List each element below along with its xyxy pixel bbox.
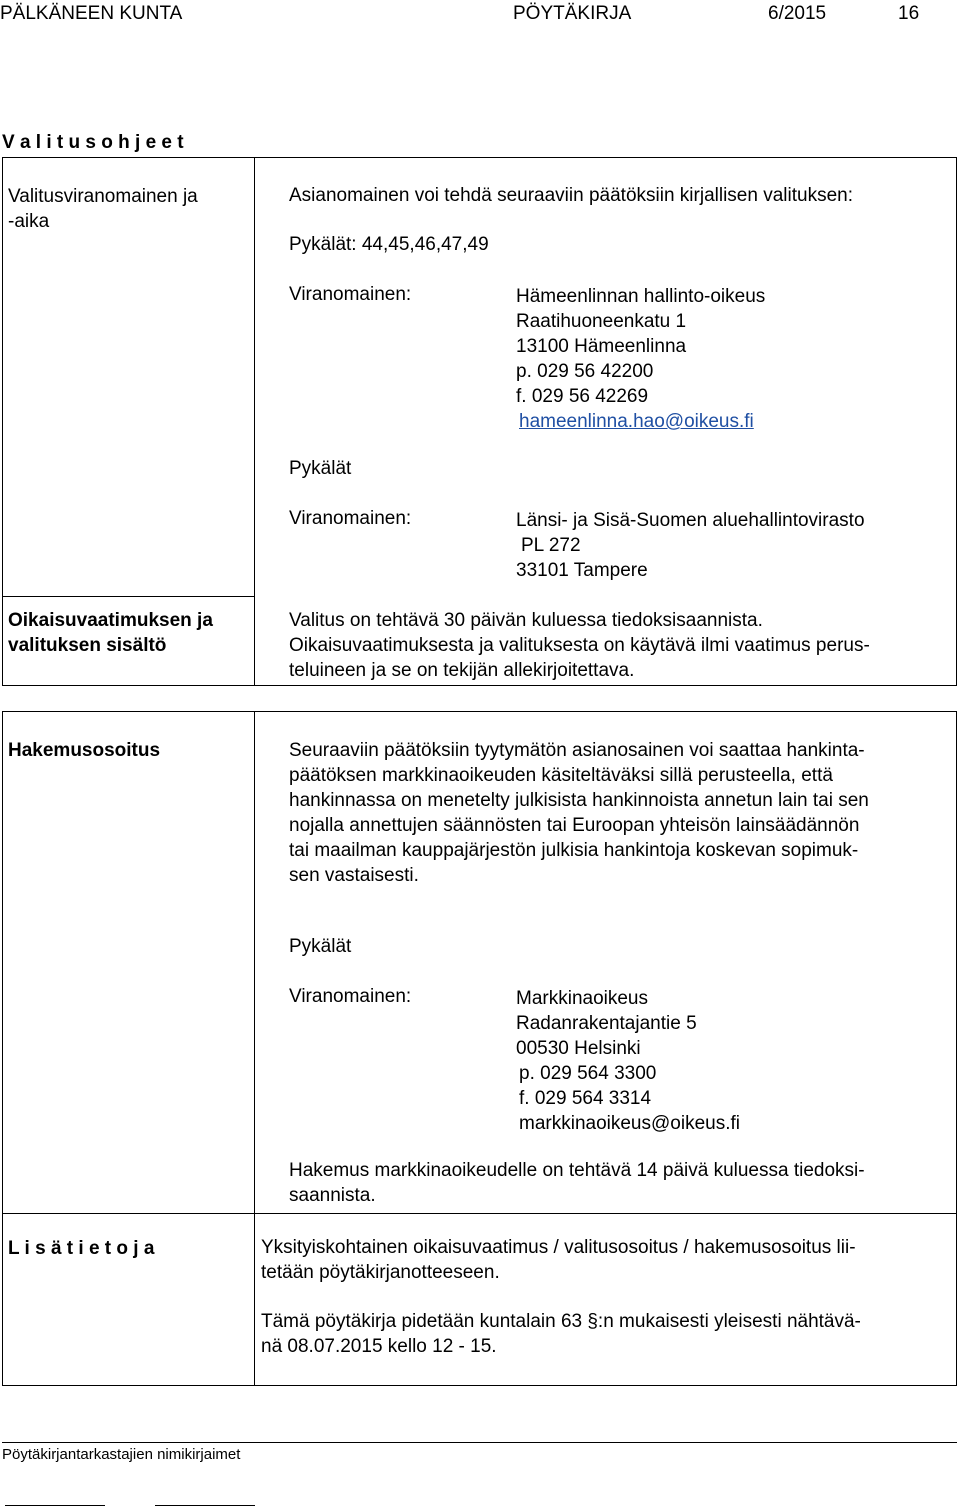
appeal-time-label: -aika [8, 211, 50, 232]
info-line-1: Yksityiskohtainen oikaisuvaatimus / valitusosoitus / hakemusosoitus lii- [261, 1237, 856, 1258]
header-municipality: PÄLKÄNEEN KUNTA [0, 3, 183, 24]
application-para-line: Seuraaviin päätöksiin tyytymätön asianosainen voi saattaa hankinta- [289, 740, 865, 761]
authority-2-name: Länsi- ja Sisä-Suomen aluehallintovirasto [516, 510, 865, 531]
initials-line [155, 1505, 255, 1506]
market-court-phone: p. 029 564 3300 [519, 1063, 657, 1084]
content-line-2: Oikaisuvaatimuksesta ja valituksesta on käytävä ilmi vaatimus perus- [289, 635, 870, 656]
application-para-line: nojalla annettujen säännösten tai Euroopan yhteisön lainsäädännön [289, 815, 860, 836]
initials-line [5, 1505, 105, 1506]
authority-1-city: 13100 Hämeenlinna [516, 336, 687, 357]
appeal-intro: Asianomainen voi tehdä seuraaviin päätöksiin kirjallisen valituksen: [289, 185, 853, 206]
application-sections-label: Pykälät [289, 936, 352, 957]
application-para-line: sen vastaisesti. [289, 865, 419, 886]
application-deadline-line-2: saannista. [289, 1185, 376, 1206]
authority-2-city: 33101 Tampere [516, 560, 648, 581]
appeal-sections-line: Pykälät: 44,45,46,47,49 [289, 234, 489, 255]
info-line-4: nä 08.07.2015 kello 12 - 15. [261, 1336, 497, 1357]
application-deadline-line-1: Hakemus markkinaoikeudelle on tehtävä 14 päivä kuluessa tiedoksi- [289, 1160, 865, 1181]
content-line-1: Valitus on tehtävä 30 päivän kuluessa tiedoksisaannista. [289, 610, 763, 631]
info-line-3: Tämä pöytäkirja pidetään kuntalain 63 §:n mukaisesti yleisesti nähtävä- [261, 1311, 861, 1332]
application-para-line: tai maailman kauppajärjestön julkisia hankintoja koskevan sopimuk- [289, 840, 859, 861]
authority-1-street: Raatihuoneenkatu 1 [516, 311, 687, 332]
footer-divider [2, 1442, 957, 1443]
header-doc-number: 6/2015 [768, 3, 827, 24]
authority-1-phone: p. 029 56 42200 [516, 361, 654, 382]
authority-1-address [516, 284, 936, 434]
info-line-2: tetään pöytäkirjanotteeseen. [261, 1262, 500, 1283]
application-para-line: päätöksen markkinaoikeuden käsiteltäväksi sillä perusteella, että [289, 765, 833, 786]
content-line-3: teluineen ja se on tekijän allekirjoitettava. [289, 660, 635, 681]
authority-2-address [516, 508, 936, 588]
appeal-authority-label: Valitusviranomainen ja [8, 186, 198, 207]
market-court-address [516, 986, 936, 1136]
authority-2-box: PL 272 [521, 535, 581, 556]
application-authority-label: Viranomainen: [289, 986, 412, 1007]
market-court-email: markkinaoikeus@oikeus.fi [519, 1113, 740, 1134]
section-title: V a l i t u s o h j e e t [2, 132, 184, 153]
market-court-street: Radanrakentajantie 5 [516, 1013, 697, 1034]
header-page-number: 16 [898, 3, 920, 24]
application-paragraph [289, 738, 949, 888]
application-para-line: hankinnassa on menetelty julkisista hankinnoista annetun lain tai sen [289, 790, 869, 811]
header-doc-type: PÖYTÄKIRJA [513, 3, 632, 24]
market-court-name: Markkinaoikeus [516, 988, 648, 1009]
content-label-2: valituksen sisältö [8, 635, 167, 656]
market-court-fax: f. 029 564 3314 [519, 1088, 652, 1109]
content-label-1: Oikaisuvaatimuksen ja [8, 610, 213, 631]
sections-label-2: Pykälät [289, 458, 352, 479]
market-court-city: 00530 Helsinki [516, 1038, 641, 1059]
application-label: Hakemusosoitus [8, 740, 161, 761]
authority-1-name: Hämeenlinnan hallinto-oikeus [516, 286, 766, 307]
authority-1-email-link[interactable]: hameenlinna.hao@oikeus.fi [519, 411, 754, 432]
authority-label-2: Viranomainen: [289, 508, 412, 529]
info-label: L i s ä t i e t o j a [8, 1238, 155, 1259]
footer-label: Pöytäkirjantarkastajien nimikirjaimet [2, 1446, 241, 1463]
authority-1-fax: f. 029 56 42269 [516, 386, 649, 407]
authority-label-1: Viranomainen: [289, 284, 412, 305]
